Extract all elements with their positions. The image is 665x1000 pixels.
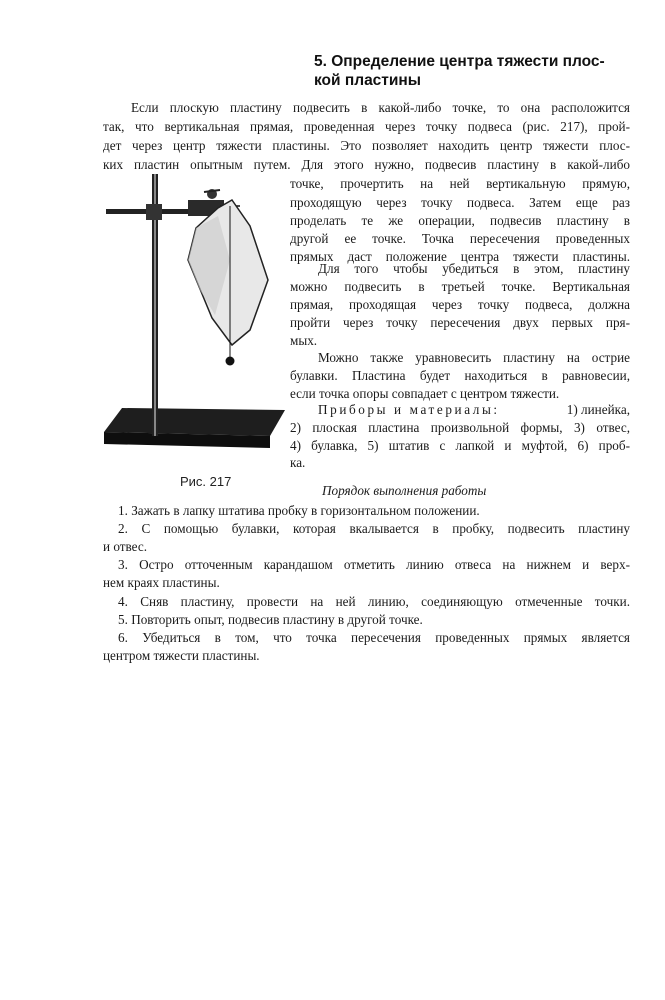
section-title [314, 52, 634, 90]
right-column-line: можно подвесить в третьей точке. Вертикальная [290, 279, 630, 294]
procedure-heading: Порядок выполнения работы [322, 483, 487, 498]
intro-line: так, что вертикальная прямая, проведенная через точку подвеса (рис. 217), прой- [103, 119, 630, 134]
procedure-step: 4. Сняв пластину, провести на ней линию, соединяющую отмеченные точки. [118, 594, 630, 609]
right-column-line: проходящую через точку подвеса. Затем еще раз [290, 195, 630, 210]
intro-line: Если плоскую пластину подвесить в какой-либо точке, то она расположится [131, 100, 630, 115]
figure-caption: Рис. 217 [180, 474, 232, 489]
materials-line: ка. [290, 455, 306, 470]
section-title-line-2: кой пластины [314, 72, 422, 89]
procedure-step: центром тяжести пластины. [103, 648, 260, 663]
right-column-line: другой ее точке. Точка пересечения проведенных [290, 231, 630, 246]
clamp-muff [146, 204, 162, 220]
section-title-line-1: 5. Определение центра тяжести плос- [314, 53, 605, 70]
materials-item: 1) линейка, [566, 402, 630, 417]
right-column-line: булавки. Пластина будет находиться в равновесии, [290, 368, 630, 383]
procedure-step: 6. Убедиться в том, что точка пересечения проведенных прямых является [118, 630, 630, 645]
right-column-line: если точка опоры совпадает с центром тяжести. [290, 386, 560, 401]
plumb-bob [226, 357, 235, 366]
intro-line: дет через центр тяжести пластины. Это позволяет находить центр тяжести плос- [103, 138, 630, 153]
procedure-step: 5. Повторить опыт, подвесив пластину в другой точке. [118, 612, 423, 627]
right-column-line: точке, прочертить на ней вертикальную прямую, [290, 176, 630, 191]
procedure-step: 3. Остро отточенным карандашом отметить линию отвеса на нижнем и верх- [118, 557, 630, 572]
right-column-line: проделать те же операции, подвесив пластину в [290, 213, 630, 228]
right-column-line: пройти через точку пересечения двух первых пря- [290, 315, 630, 330]
materials-line: 4) булавка, 5) штатив с лапкой и муфтой, 6) проб- [290, 438, 630, 453]
procedure-step: 2. С помощью булавки, которая вкалывается в пробку, подвесить пластину [118, 521, 630, 536]
figure-217-illustration [100, 170, 285, 465]
materials-line-1 [318, 402, 630, 418]
right-column-line: Можно также уравновесить пластину на острие [318, 350, 630, 365]
procedure-step: и отвес. [103, 539, 148, 554]
materials-line: 2) плоская пластина произвольной формы, 3) отвес, [290, 420, 630, 435]
right-column-line: Для того чтобы убедиться в этом, пластину [318, 261, 630, 276]
intro-line: ких пластин опытным путем. Для этого нужно, подвесив пластину в какой-либо [103, 157, 630, 172]
procedure-step: 1. Зажать в лапку штатива пробку в горизонтальном положении. [118, 503, 480, 518]
right-column-line: прямых даст положение центра тяжести пластины. [290, 249, 630, 264]
procedure-step: нем краях пластины. [103, 575, 220, 590]
materials-label: Приборы и материалы: [318, 402, 500, 417]
stand-base [104, 408, 285, 436]
right-column-line: прямая, проходящая через точку подвеса, должна [290, 297, 630, 312]
right-column-line: мых. [290, 333, 318, 348]
